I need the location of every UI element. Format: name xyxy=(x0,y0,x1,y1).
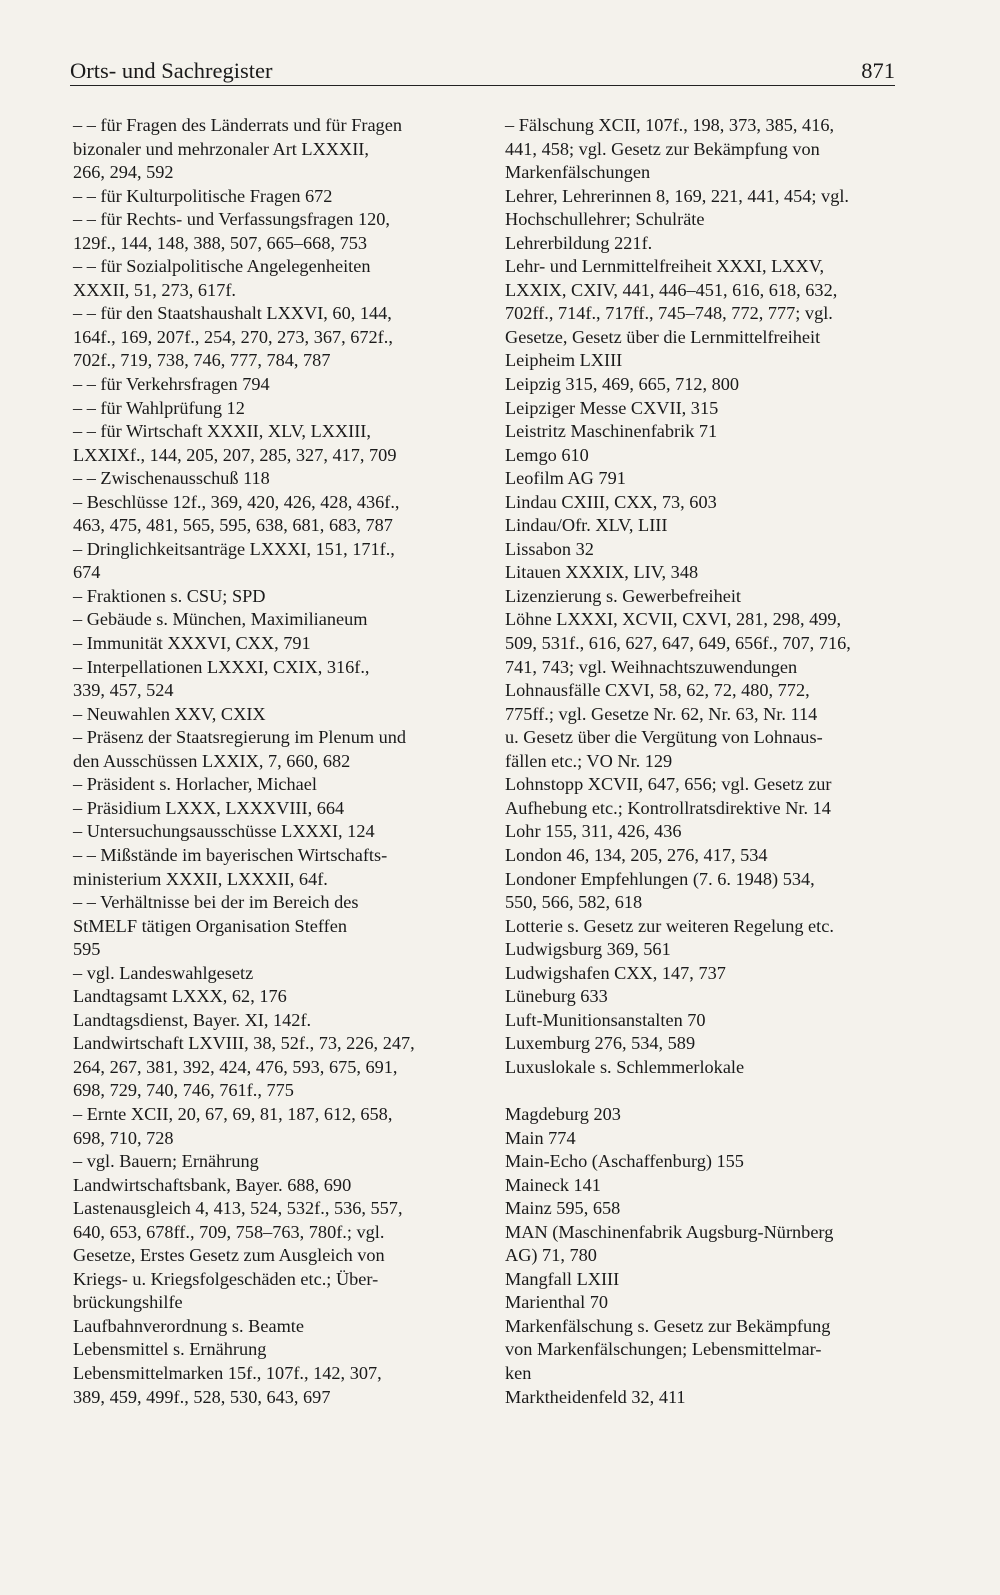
index-entry xyxy=(505,1009,910,1033)
index-entry xyxy=(505,255,910,349)
index-entry-line: Luxemburg 276, 534, 589 xyxy=(505,1033,696,1054)
index-entry-line: Markenfälschungen xyxy=(505,162,651,183)
index-entry-line: 595 xyxy=(73,939,101,960)
index-entry-line: ken xyxy=(505,1362,532,1383)
index-entry-line: 164f., 169, 207f., 254, 270, 273, 367, 672f., xyxy=(73,326,393,347)
index-entry-line: Leistritz Maschinenfabrik 71 xyxy=(505,421,718,442)
index-entry-line: Lehrerbildung 221f. xyxy=(505,232,653,253)
index-entry xyxy=(73,1338,478,1362)
index-entry-line: Ludwigsburg 369, 561 xyxy=(505,939,671,960)
index-entry xyxy=(505,1056,910,1080)
index-entry xyxy=(505,467,910,491)
index-entry xyxy=(505,1268,910,1292)
index-entry-line: – Immunität XXXVI, CXX, 791 xyxy=(73,633,311,654)
index-entry xyxy=(73,397,478,421)
index-entry-line: Leipziger Messe CXVII, 315 xyxy=(505,397,719,418)
index-entry xyxy=(73,467,478,491)
index-entry-line: – – für Verkehrsfragen 794 xyxy=(73,374,270,395)
index-entry-line: Laufbahnverordnung s. Beamte xyxy=(73,1315,304,1336)
index-entry xyxy=(505,420,910,444)
index-entry xyxy=(73,491,478,538)
index-entry-line: Marienthal 70 xyxy=(505,1292,609,1313)
index-entry-line: Luft-Munitionsanstalten 70 xyxy=(505,1009,706,1030)
index-entry xyxy=(505,985,910,1009)
index-entry-line: – – für den Staatshaushalt LXXVI, 60, 144, xyxy=(73,303,392,324)
index-entry xyxy=(73,1315,478,1339)
index-entry-line: Leipzig 315, 469, 665, 712, 800 xyxy=(505,374,740,395)
index-entry-line: – Neuwahlen XXV, CXIX xyxy=(73,703,266,724)
index-entry-line: Mangfall LXIII xyxy=(505,1268,620,1289)
index-entry-line: Mainz 595, 658 xyxy=(505,1198,621,1219)
index-entry-line: – Dringlichkeitsanträge LXXXI, 151, 171f., xyxy=(73,538,395,559)
index-entry-line: Lohr 155, 311, 426, 436 xyxy=(505,821,682,842)
index-entry-line: Gesetze, Gesetz über die Lernmittelfreiheit xyxy=(505,326,821,347)
index-entry-line: u. Gesetz über die Vergütung von Lohnaus- xyxy=(505,727,823,748)
index-entry-line: – – Mißstände im bayerischen Wirtschafts- xyxy=(73,844,388,865)
index-group-m xyxy=(505,1103,910,1409)
index-entry-line: XXXII, 51, 273, 617f. xyxy=(73,279,236,300)
section-title: Orts- und Sachregister xyxy=(70,58,273,83)
index-entry-line: Landtagsdienst, Bayer. XI, 142f. xyxy=(73,1009,312,1030)
index-entry-line: 702f., 719, 738, 746, 777, 784, 787 xyxy=(73,350,331,371)
index-entry xyxy=(73,538,478,585)
index-entry-line: den Ausschüssen LXXIX, 7, 660, 682 xyxy=(73,750,351,771)
index-entry xyxy=(73,1009,478,1033)
index-entry-line: Lüneburg 633 xyxy=(505,986,608,1007)
letter-gap xyxy=(505,1079,910,1103)
index-entry xyxy=(505,1386,910,1410)
index-entry-line: Lehrer, Lehrerinnen 8, 169, 221, 441, 454; vgl. xyxy=(505,185,849,206)
index-entry xyxy=(505,1127,910,1151)
index-entry xyxy=(73,1174,478,1198)
index-entry xyxy=(505,608,910,679)
index-entry-line: Lebensmittel s. Ernährung xyxy=(73,1339,267,1360)
index-entry xyxy=(505,962,910,986)
index-entry-line: Lehr- und Lernmittelfreiheit XXXI, LXXV, xyxy=(505,256,825,277)
index-entry-line: 698, 729, 740, 746, 761f., 775 xyxy=(73,1080,294,1101)
index-entry-line: – Ernte XCII, 20, 67, 69, 81, 187, 612, 658, xyxy=(73,1103,393,1124)
index-entry xyxy=(505,232,910,256)
index-entry-line: – Präsenz der Staatsregierung im Plenum und xyxy=(73,727,407,748)
index-entry xyxy=(73,797,478,821)
index-entry xyxy=(73,373,478,397)
index-entry xyxy=(73,1150,478,1174)
index-entry xyxy=(505,820,910,844)
index-entry-line: – – für Wirtschaft XXXII, XLV, LXXIII, xyxy=(73,421,371,442)
index-entry-line: Main-Echo (Aschaffenburg) 155 xyxy=(505,1151,744,1172)
index-entry xyxy=(505,1032,910,1056)
index-entry-line: 640, 653, 678ff., 709, 758–763, 780f.; vgl. xyxy=(73,1221,385,1242)
index-entry xyxy=(505,373,910,397)
index-entry-line: – – für Kulturpolitische Fragen 672 xyxy=(73,185,333,206)
index-entry-line: Gesetze, Erstes Gesetz zum Ausgleich von xyxy=(73,1245,385,1266)
index-entry xyxy=(73,1032,478,1103)
index-entry-line: AG) 71, 780 xyxy=(505,1245,597,1266)
index-entry-line: Magdeburg 203 xyxy=(505,1103,621,1124)
index-entry-line: – Gebäude s. München, Maximilianeum xyxy=(73,609,368,630)
index-entry xyxy=(505,397,910,421)
index-entry xyxy=(73,608,478,632)
index-entry-line: – – Zwischenausschuß 118 xyxy=(73,468,270,489)
index-entry-line: Landtagsamt LXXX, 62, 176 xyxy=(73,986,287,1007)
index-entry xyxy=(505,538,910,562)
index-entry-line: – Präsident s. Horlacher, Michael xyxy=(73,774,317,795)
index-entry-line: Lissabon 32 xyxy=(505,538,594,559)
index-entry-line: bizonaler und mehrzonaler Art LXXXII, xyxy=(73,138,369,159)
left-index-column xyxy=(73,114,478,1409)
index-entry xyxy=(73,820,478,844)
index-entry xyxy=(505,1197,910,1221)
index-entry xyxy=(73,1197,478,1315)
index-entry-line: Lindau CXIII, CXX, 73, 603 xyxy=(505,491,717,512)
index-entry-line: 389, 459, 499f., 528, 530, 643, 697 xyxy=(73,1386,331,1407)
index-entry-line: 264, 267, 381, 392, 424, 476, 593, 675, 691, xyxy=(73,1056,398,1077)
index-entry xyxy=(73,420,478,467)
index-entry-line: Hochschullehrer; Schulräte xyxy=(505,209,705,230)
index-entry-line: Londoner Empfehlungen (7. 6. 1948) 534, xyxy=(505,868,815,889)
index-entry xyxy=(505,491,910,515)
right-index-column xyxy=(505,114,910,1409)
index-entry-line: Leipheim LXIII xyxy=(505,350,623,371)
index-entry xyxy=(505,1315,910,1386)
index-entry xyxy=(505,185,910,232)
index-entry xyxy=(505,561,910,585)
index-entry-line: Lastenausgleich 4, 413, 524, 532f., 536, 557, xyxy=(73,1198,403,1219)
index-entry xyxy=(505,915,910,939)
index-entry xyxy=(73,185,478,209)
index-entry-line: – – für Sozialpolitische Angelegenheiten xyxy=(73,256,371,277)
index-entry-line: Aufhebung etc.; Kontrollratsdirektive Nr. 14 xyxy=(505,797,831,818)
index-entry xyxy=(73,773,478,797)
index-entry-line: 698, 710, 728 xyxy=(73,1127,174,1148)
index-entry-line: 129f., 144, 148, 388, 507, 665–668, 753 xyxy=(73,232,368,253)
index-entry-line: Lohnstopp XCVII, 647, 656; vgl. Gesetz zur xyxy=(505,774,832,795)
index-entry xyxy=(505,1103,910,1127)
index-entry xyxy=(505,844,910,868)
index-entry xyxy=(73,632,478,656)
index-entry xyxy=(73,255,478,302)
index-entry xyxy=(505,514,910,538)
index-entry-line: Marktheidenfeld 32, 411 xyxy=(505,1386,686,1407)
index-entry xyxy=(505,1174,910,1198)
index-entry-line: von Markenfälschungen; Lebensmittelmar- xyxy=(505,1339,822,1360)
index-entry-line: – Präsidium LXXX, LXXXVIII, 664 xyxy=(73,797,345,818)
index-entry xyxy=(73,703,478,727)
index-entry-line: – Interpellationen LXXXI, CXIX, 316f., xyxy=(73,656,370,677)
index-entry xyxy=(505,114,910,185)
index-entry-line: brückungshilfe xyxy=(73,1292,183,1313)
index-entry-line: 509, 531f., 616, 627, 647, 649, 656f., 707, 716, xyxy=(505,633,851,654)
index-entry xyxy=(73,585,478,609)
index-entry xyxy=(505,1291,910,1315)
index-entry-line: 339, 457, 524 xyxy=(73,680,174,701)
index-entry-line: Kriegs- u. Kriegsfolgeschäden etc.; Über- xyxy=(73,1268,379,1289)
index-entry-line: – Fälschung XCII, 107f., 198, 373, 385, 416, xyxy=(505,115,835,135)
index-entry-line: Ludwigshafen CXX, 147, 737 xyxy=(505,962,726,983)
index-entry-line: London 46, 134, 205, 276, 417, 534 xyxy=(505,844,768,865)
index-entry xyxy=(505,938,910,962)
index-entry xyxy=(73,962,478,986)
index-entry xyxy=(73,302,478,373)
index-entry xyxy=(73,891,478,962)
index-entry-line: LXXIXf., 144, 205, 207, 285, 327, 417, 709 xyxy=(73,444,397,465)
index-entry xyxy=(73,726,478,773)
index-entry xyxy=(73,114,478,185)
index-entry-line: Lemgo 610 xyxy=(505,444,589,465)
index-entry-line: MAN (Maschinenfabrik Augsburg-Nürnberg xyxy=(505,1221,834,1242)
index-entry xyxy=(505,444,910,468)
index-entry-line: – vgl. Bauern; Ernährung xyxy=(73,1151,259,1172)
index-entry-line: Lotterie s. Gesetz zur weiteren Regelung etc. xyxy=(505,915,834,936)
index-entry-line: Main 774 xyxy=(505,1127,576,1148)
index-entry-line: Lohnausfälle CXVI, 58, 62, 72, 480, 772, xyxy=(505,680,810,701)
index-entry-line: Lizenzierung s. Gewerbefreiheit xyxy=(505,585,742,606)
index-entry xyxy=(505,679,910,773)
index-entry-line: LXXIX, CXIV, 441, 446–451, 616, 618, 632, xyxy=(505,279,838,300)
header-rule xyxy=(70,85,895,86)
index-entry-line: – – für Wahlprüfung 12 xyxy=(73,397,245,418)
index-entry-line: Markenfälschung s. Gesetz zur Bekämpfung xyxy=(505,1315,831,1336)
index-entry xyxy=(73,656,478,703)
index-entry-line: – Fraktionen s. CSU; SPD xyxy=(73,585,266,606)
index-entry xyxy=(73,208,478,255)
index-entry xyxy=(73,985,478,1009)
index-entry-line: Leofilm AG 791 xyxy=(505,468,626,489)
index-entry xyxy=(505,773,910,820)
index-entry xyxy=(73,1362,478,1409)
index-entry-line: 266, 294, 592 xyxy=(73,162,174,183)
index-entry xyxy=(505,1150,910,1174)
running-head xyxy=(70,44,895,84)
index-entry-line: 550, 566, 582, 618 xyxy=(505,892,643,913)
index-entry-line: – Beschlüsse 12f., 369, 420, 426, 428, 436f., xyxy=(73,491,400,512)
index-entry-line: 674 xyxy=(73,562,101,583)
index-entry-line: Maineck 141 xyxy=(505,1174,601,1195)
index-entry-line: 741, 743; vgl. Weihnachtszuwendungen xyxy=(505,656,798,677)
index-entry xyxy=(505,1221,910,1268)
index-entry-line: Litauen XXXIX, LIV, 348 xyxy=(505,562,699,583)
index-entry-line: – – Verhältnisse bei der im Bereich des xyxy=(73,892,359,913)
index-entry-line: Lindau/Ofr. XLV, LIII xyxy=(505,515,668,536)
index-group-l xyxy=(505,114,910,1079)
index-entry-line: – – für Rechts- und Verfassungsfragen 120, xyxy=(73,209,390,230)
index-entry xyxy=(505,585,910,609)
index-entry-line: – vgl. Landeswahlgesetz xyxy=(73,962,254,983)
index-entry-line: – Untersuchungsausschüsse LXXXI, 124 xyxy=(73,821,375,842)
index-entry xyxy=(73,1103,478,1150)
index-entry-line: 441, 458; vgl. Gesetz zur Bekämpfung von xyxy=(505,138,820,159)
index-entry xyxy=(73,844,478,891)
index-entry-line: Landwirtschaft LXVIII, 38, 52f., 73, 226, 247, xyxy=(73,1033,415,1054)
index-entry-line: Löhne LXXXI, XCVII, CXVI, 281, 298, 499, xyxy=(505,609,842,630)
index-entry-line: Lebensmittelmarken 15f., 107f., 142, 307, xyxy=(73,1362,382,1383)
index-entry-line: 775ff.; vgl. Gesetze Nr. 62, Nr. 63, Nr. 114 xyxy=(505,703,818,724)
index-entry-line: StMELF tätigen Organisation Steffen xyxy=(73,915,348,936)
index-entry-line: Luxuslokale s. Schlemmerlokale xyxy=(505,1056,745,1077)
index-entry-line: – – für Fragen des Länderrats und für Fragen xyxy=(73,115,402,135)
index-entry xyxy=(505,868,910,915)
page-number: 871 xyxy=(861,58,895,83)
index-entry-line: ministerium XXXII, LXXXII, 64f. xyxy=(73,868,328,889)
index-entry-line: Landwirtschaftsbank, Bayer. 688, 690 xyxy=(73,1174,352,1195)
index-entry-line: 702ff., 714f., 717ff., 745–748, 772, 777; vgl. xyxy=(505,303,833,324)
index-entry-line: fällen etc.; VO Nr. 129 xyxy=(505,750,673,771)
index-entry-line: 463, 475, 481, 565, 595, 638, 681, 683, 787 xyxy=(73,515,393,536)
index-entry xyxy=(505,349,910,373)
